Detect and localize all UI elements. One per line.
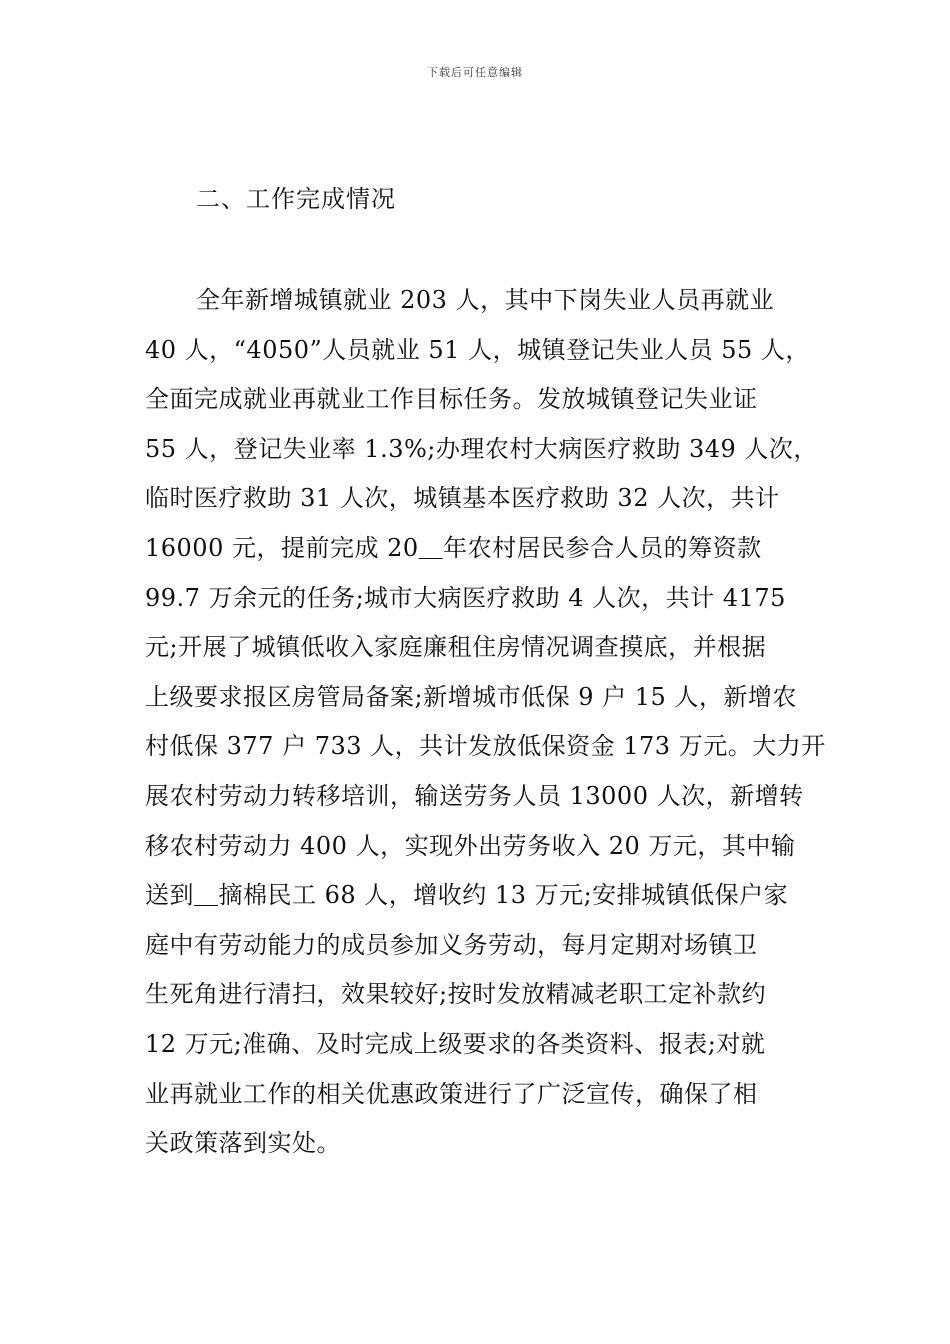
section-heading: 二、工作完成情况 xyxy=(196,185,396,213)
paragraph-line: 99.7 万余元的任务;城市大病医疗救助 4 人次，共计 4175 xyxy=(145,583,786,612)
paragraph-line: 全年新增城镇就业 203 人，其中下岗失业人员再就业 xyxy=(196,286,775,314)
paragraph-line: 关政策落到实处。 xyxy=(145,1129,341,1158)
paragraph-line: 村低保 377 户 733 人，共计发放低保资金 173 万元。大力开 xyxy=(145,732,826,761)
paragraph-line: 业再就业工作的相关优惠政策进行了广泛宣传，确保了相 xyxy=(145,1079,758,1108)
paragraph-line: 55 人，登记失业率 1.3%;办理农村大病医疗救助 349 人次， xyxy=(145,434,818,463)
paragraph-line: 40 人，“4050”人员就业 51 人，城镇登记失业人员 55 人， xyxy=(145,335,810,364)
paragraph-line: 16000 元，提前完成 20＿年农村居民参合人员的筹资款 xyxy=(145,533,762,562)
paragraph-line: 移农村劳动力 400 人，实现外出劳务收入 20 万元，其中输 xyxy=(145,831,796,860)
paragraph-line: 庭中有劳动能力的成员参加义务劳动，每月定期对场镇卫 xyxy=(145,930,758,959)
header-note: 下载后可任意编辑 xyxy=(427,66,523,79)
paragraph-line: 12 万元;准确、及时完成上级要求的各类资料、报表;对就 xyxy=(145,1029,766,1058)
paragraph-line: 临时医疗救助 31 人次，城镇基本医疗救助 32 人次，共计 xyxy=(145,484,780,513)
paragraph-line: 上级要求报区房管局备案;新增城市低保 9 户 15 人，新增农 xyxy=(145,682,797,711)
paragraph-line: 全面完成就业再就业工作目标任务。发放城镇登记失业证 xyxy=(145,385,758,414)
paragraph-line: 元;开展了城镇低收入家庭廉租住房情况调查摸底，并根据 xyxy=(145,633,767,662)
paragraph-line: 展农村劳动力转移培训，输送劳务人员 13000 人次，新增转 xyxy=(145,781,804,810)
paragraph-line: 送到＿摘棉民工 68 人，增收约 13 万元;安排城镇低保户家 xyxy=(145,881,789,910)
body-paragraph xyxy=(145,284,845,1177)
paragraph-line: 生死角进行清扫，效果较好;按时发放精减老职工定补款约 xyxy=(145,980,767,1009)
